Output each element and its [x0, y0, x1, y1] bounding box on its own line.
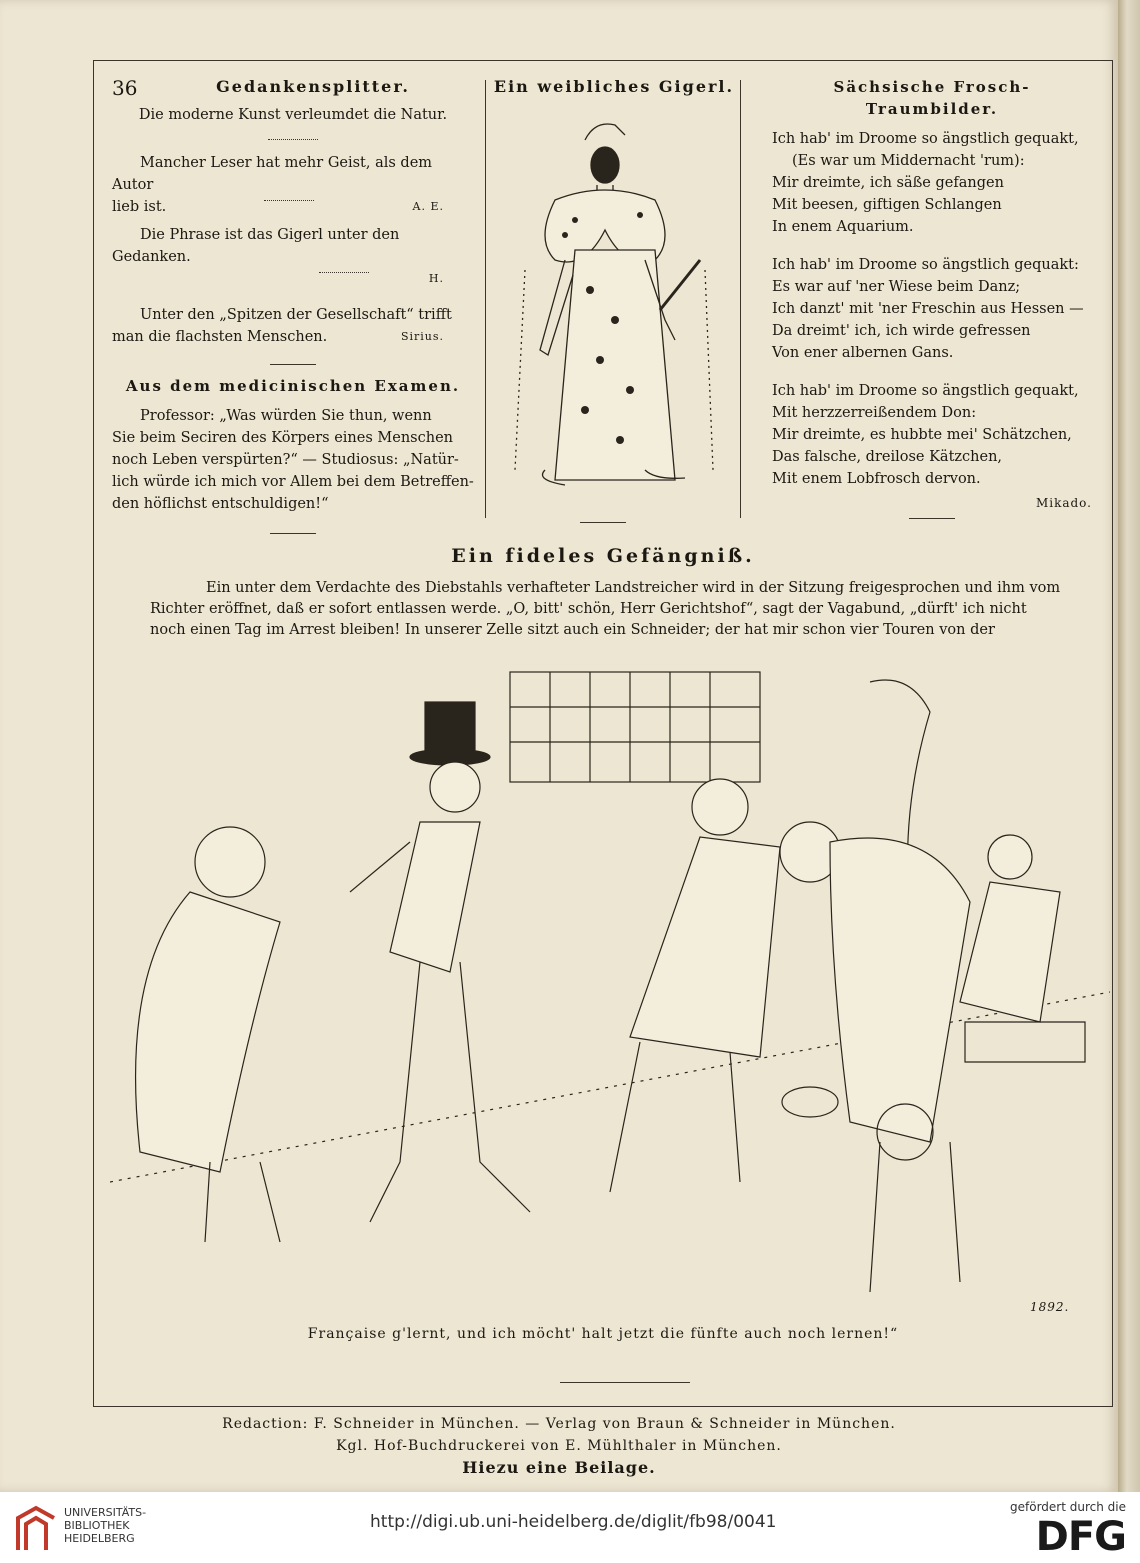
artist-signature: 1892. — [1030, 1300, 1070, 1314]
page-edge — [1118, 0, 1140, 1492]
section-rule — [560, 1382, 690, 1383]
frosch-heading: Sächsische Frosch-Traumbilder. — [833, 78, 1031, 118]
aphorism-1: Die moderne Kunst verleumdet die Natur. — [138, 107, 448, 123]
aphorism-2-line2: lieb ist. — [112, 199, 167, 215]
poem-line: Es war auf 'ner Wiese beim Danz; — [772, 279, 1021, 295]
column-gedankensplitter — [112, 76, 474, 542]
exam-line: noch Leben verspürten?“ — Studiosus: „Natür- — [112, 452, 459, 468]
aphorism-4-signature: Sirius. — [400, 330, 444, 343]
section-rule — [909, 518, 955, 519]
ornament-divider — [319, 268, 369, 273]
poem-line: Ich hab' im Droome so ängstlich gequakt, — [772, 383, 1079, 399]
illustration-prison-cell-dance — [110, 662, 1110, 1322]
poem-line: Von ener albernen Gans. — [772, 345, 954, 361]
poem-line: Da dreimt' ich, ich wirde gefressen — [772, 323, 1031, 339]
story-line: noch einen Tag im Arrest bleiben! In unserer Zelle sitzt auch ein Schneider; der hat mir schon vier Touren von der — [150, 622, 995, 638]
aphorism-2-signature: A. E. — [412, 200, 444, 213]
aphorism-2-line1: Mancher Leser hat mehr Geist, als dem Autor — [112, 155, 433, 193]
permalink-url[interactable]: http://digi.ub.uni-heidelberg.de/diglit/fb98/0041 — [370, 1512, 777, 1532]
poem-line: Mit beesen, giftigen Schlangen — [772, 197, 1002, 213]
section-rule — [270, 364, 316, 365]
imprint-line-2: Kgl. Hof-Buchdruckerei von E. Mühlthaler in München. — [336, 1438, 782, 1454]
gigerl-heading: Ein weibliches Gigerl. — [493, 77, 735, 96]
gedankensplitter-heading: Gedankensplitter. — [216, 77, 410, 96]
exam-line: den höflichst entschuldigen!“ — [112, 496, 329, 512]
dfg-logo: DFG — [1035, 1514, 1126, 1560]
ornament-divider — [268, 135, 318, 140]
poem-signature: Mikado. — [1035, 496, 1092, 510]
ornament-divider — [264, 196, 314, 201]
poem-line: Das falsche, dreilose Kätzchen, — [772, 449, 1003, 465]
aphorism-4-line2: man die flachsten Menschen. — [112, 329, 328, 345]
funded-by-label: gefördert durch die — [1010, 1500, 1126, 1514]
story-title: Ein fideles Gefängniß. — [451, 545, 755, 567]
section-rule — [580, 522, 626, 523]
poem-line: (Es war um Middernacht 'rum): — [792, 153, 1025, 169]
illustration-caption: Française g'lernt, und ich möcht' halt jetzt die fünfte auch noch lernen!“ — [307, 1326, 899, 1342]
poem-line: Mir dreimte, ich säße gefangen — [772, 175, 1004, 191]
poem-line: Mit enem Lobfrosch dervon. — [772, 471, 981, 487]
poem-line: Ich hab' im Droome so ängstlich gequakt: — [772, 257, 1079, 273]
column-rule-1 — [485, 80, 486, 518]
page-number: 36 — [112, 76, 138, 100]
viewer-footer-bar — [0, 1492, 1140, 1563]
story-text — [150, 578, 1072, 641]
aphorism-4-line1: Unter den „Spitzen der Gesellschaft“ trifft — [140, 307, 452, 323]
imprint-line-1: Redaction: F. Schneider in München. — Verlag von Braun & Schneider in München. — [222, 1416, 896, 1432]
poem-line: In enem Aquarium. — [772, 219, 914, 235]
supplement-note: Hiezu eine Beilage. — [462, 1458, 656, 1477]
poem-line: Ich hab' im Droome so ängstlich gequakt, — [772, 131, 1079, 147]
poem-line: Ich danzt' mit 'ner Freschin aus Hessen — — [772, 301, 1084, 317]
column-gigerl — [490, 76, 738, 98]
university-library-name: UNIVERSITÄTS- BIBLIOTHEK HEIDELBERG — [64, 1506, 147, 1545]
poem-line: Mit herzzerreißendem Don: — [772, 405, 977, 421]
exam-line: lich würde ich mich vor Allem bei dem Betreffen- — [112, 474, 474, 490]
poem-line: Mir dreimte, es hubbte mei' Schätzchen, — [772, 427, 1072, 443]
exam-line: Sie beim Seciren des Körpers eines Menschen — [112, 430, 453, 446]
story-line: Richter eröffnet, daß er sofort entlassen werde. „O, bitt' schön, Herr Gerichtshof“, sagt der Vagabund, „dürft' ich nicht — [150, 601, 1027, 617]
column-frosch-traumbilder — [772, 76, 1092, 527]
university-library-logo-icon — [14, 1504, 58, 1552]
story-line: Ein unter dem Verdachte des Diebstahls verhafteter Landstreicher wird in der Sitzung freigesprochen und ihm vom — [206, 580, 1061, 596]
exam-heading: Aus dem medicinischen Examen. — [125, 377, 461, 395]
exam-line: Professor: „Was würden Sie thun, wenn — [140, 408, 432, 424]
aphorism-3-signature: H. — [428, 272, 444, 285]
aphorism-3: Die Phrase ist das Gigerl unter den Gedanken. — [112, 227, 400, 265]
illustration-female-gigerl — [505, 110, 725, 510]
column-rule-2 — [740, 80, 741, 518]
section-rule — [270, 533, 316, 534]
